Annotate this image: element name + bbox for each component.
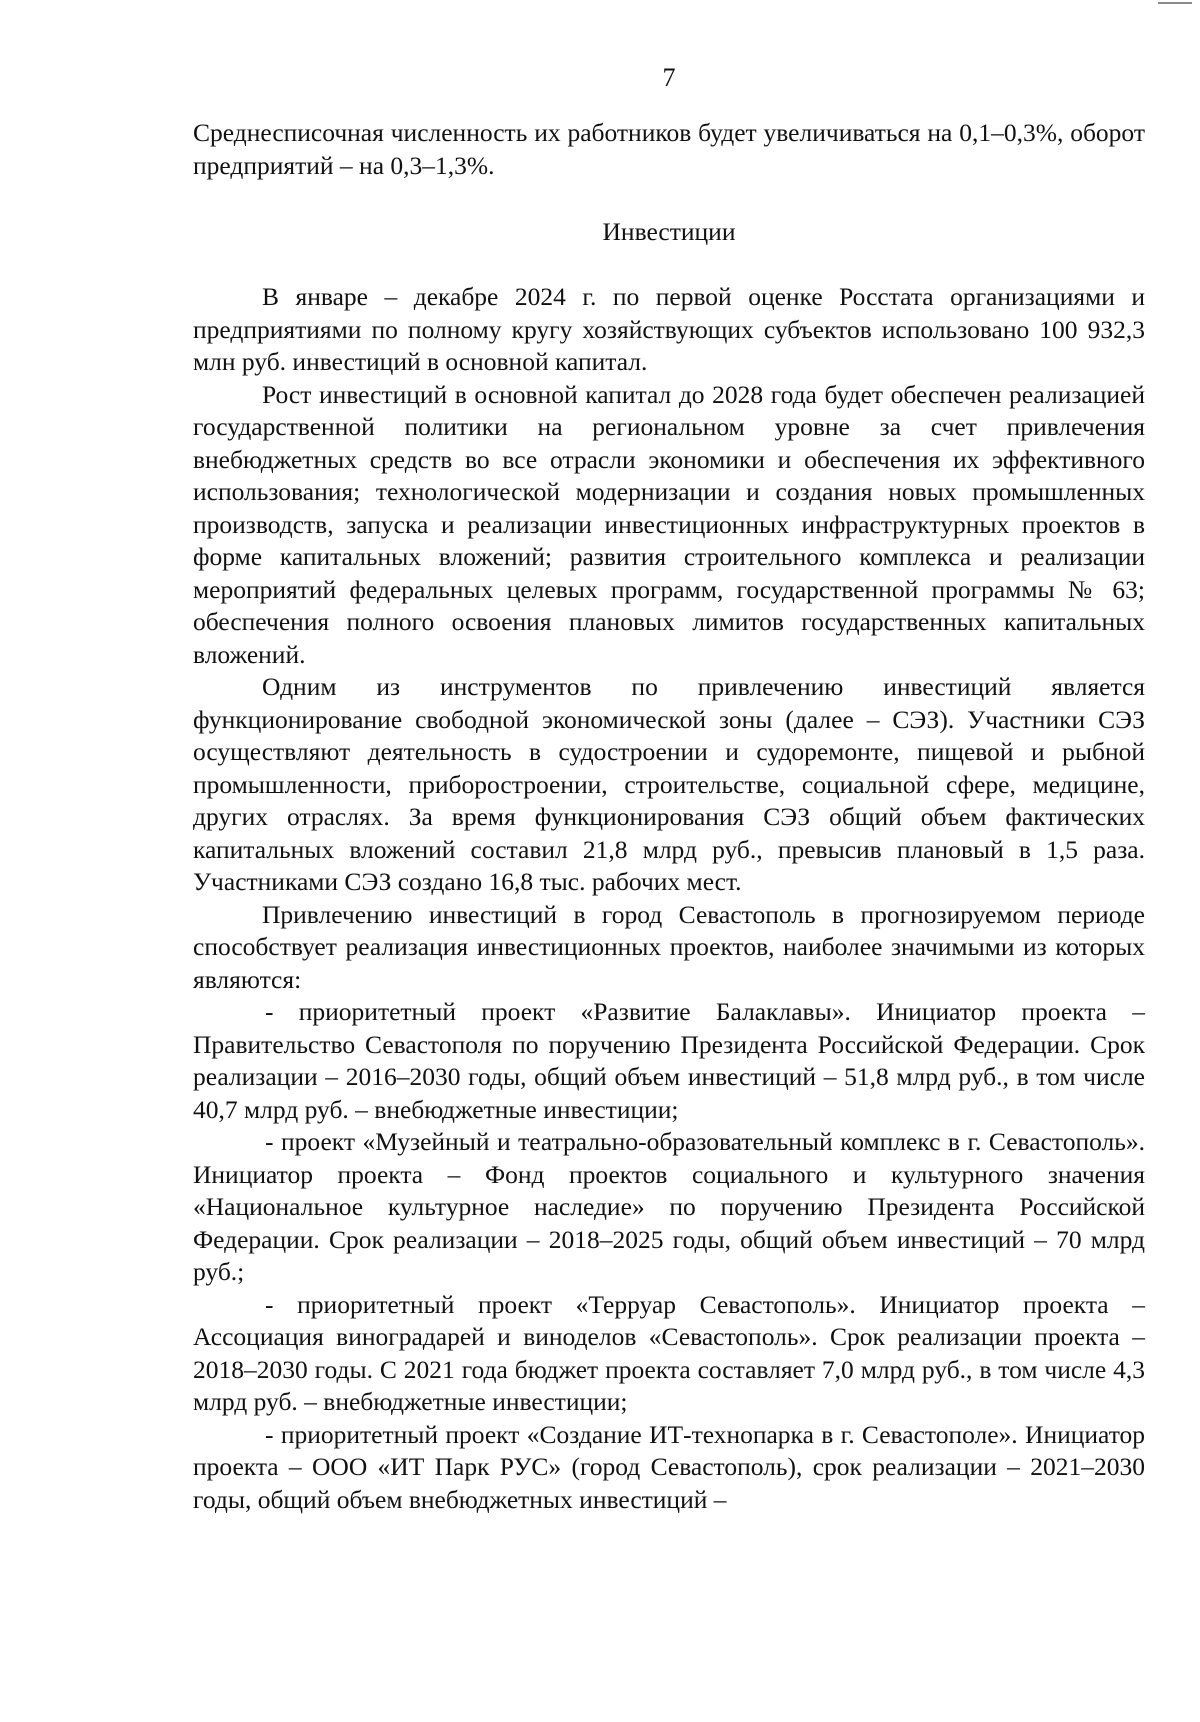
paragraph-free-economic-zone: Одним из инструментов по привлечению инвестиций является функционирование свободной экономической зоны (далее – СЭЗ). Участники СЭЗ осуществляют деятельность в судостроении и судоремонте, пищевой и рыбной промышленности, приборостроении, строительстве, социальной сфере, медицине, других отраслях. За время функционирования СЭЗ общий объем фактических капитальных вложений составил 21,8 млрд руб., превысив плановый в 1,5 раза. Участниками СЭЗ создано 16,8 тыс. рабочих мест.	[193, 672, 1145, 896]
paragraph-projects-intro: Привлечению инвестиций в город Севастополь в прогнозируемом периоде способствует реализация инвестиционных проектов, наиболее значимыми из которых являются:	[193, 899, 1145, 994]
section-heading: Инвестиции	[602, 217, 736, 246]
section-body	[193, 281, 1145, 1516]
project-item-it-technopark: - приоритетный проект «Создание ИТ-технопарка в г. Севастополе». Инициатор проекта – ООО «ИТ Парк РУС» (город Севастополь), срок реализации – 2021–2030 годы, общий объем внебюджетных инвестиций –	[193, 1419, 1145, 1514]
paragraph-investment-growth: Рост инвестиций в основной капитал до 2028 года будет обеспечен реализацией государственной политики на региональном уровне за счет привлечения внебюджетных средств во все отрасли экономики и обеспечения их эффективного использования; технологической модернизации и создания новых промышленных производств, запуска и реализации инвестиционных инфраструктурных проектов в форме капитальных вложений; развития строительного комплекса и реализации мероприятий федеральных целевых программ, государственной программы № 63; обеспечения полного освоения плановых лимитов государственных капитальных вложений.	[193, 379, 1145, 669]
page-number: 7	[662, 63, 676, 92]
paragraph-investment-volume: В январе – декабре 2024 г. по первой оценке Росстата организациями и предприятиями по полному кругу хозяйствующих субъектов использовано 100 932,3 млн руб. инвестиций в основной капитал.	[193, 282, 1145, 376]
intro-block	[193, 117, 1145, 182]
project-item-balaklava: - приоритетный проект «Развитие Балаклавы». Инициатор проекта – Правительство Севастополя по поручению Президента Российской Федерации. Срок реализации – 2016–2030 годы, общий объем инвестиций – 51,8 млрд руб., в том числе 40,7 млрд руб. – внебюджетные инвестиции;	[193, 997, 1145, 1124]
intro-paragraph: Среднесписочная численность их работников будет увеличиваться на 0,1–0,3%, оборот предприятий – на 0,3–1,3%.	[193, 118, 1145, 180]
scan-edge-mark	[1158, 2, 1192, 4]
project-item-museum-complex: - проект «Музейный и театрально-образовательный комплекс в г. Севастополь». Инициатор проекта – Фонд проектов социального и культурного значения «Национальное культурное наследие» по поручению Президента Российской Федерации. Срок реализации – 2018–2025 годы, общий объем инвестиций – 70 млрд руб.;	[193, 1127, 1145, 1286]
project-item-terroir: - приоритетный проект «Терруар Севастополь». Инициатор проекта – Ассоциация виноградарей и виноделов «Севастополь». Срок реализации проекта – 2018–2030 годы. С 2021 года бюджет проекта составляет 7,0 млрд руб., в том числе 4,3 млрд руб. – внебюджетные инвестиции;	[193, 1289, 1145, 1416]
